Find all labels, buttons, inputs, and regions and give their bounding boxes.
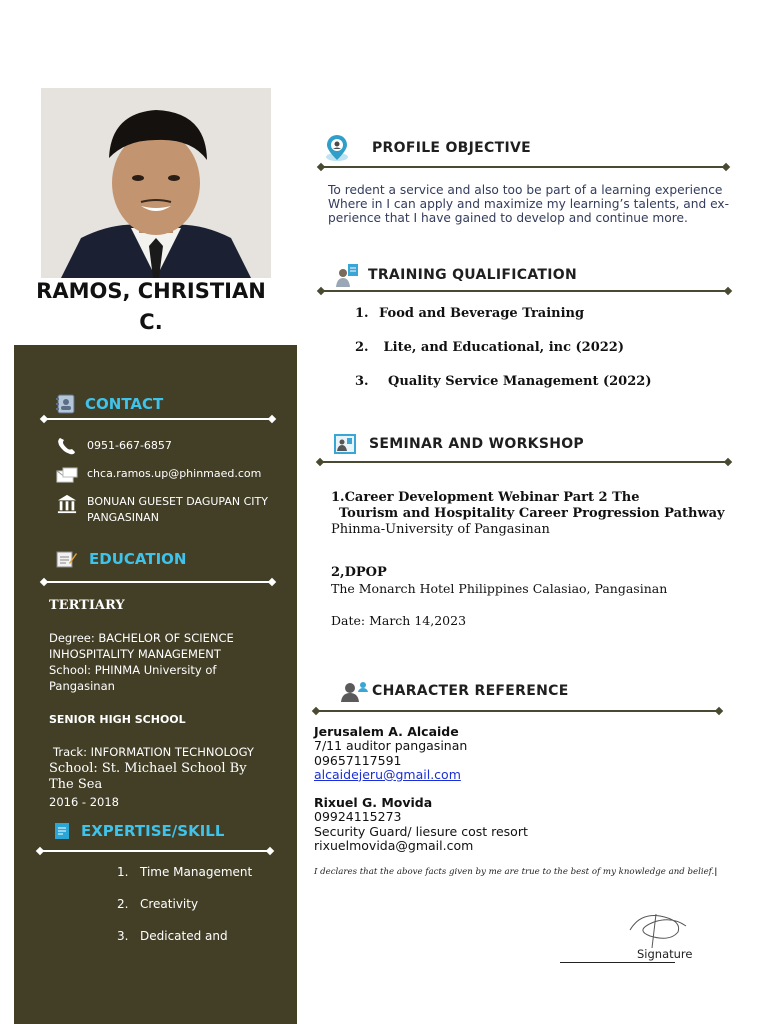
training-item: 2. Lite, and Educational, inc (2022) xyxy=(355,340,625,355)
contact-email: chca.ramos.up@phinmaed.com xyxy=(55,465,261,485)
signature-scribble xyxy=(620,908,690,952)
profile-photo xyxy=(41,88,271,278)
seminar-heading: SEMINAR AND WORKSHOP xyxy=(333,433,584,455)
training-item: 1. Food and Beverage Training xyxy=(355,306,585,321)
signature-label: Signature xyxy=(637,947,693,961)
declaration-text: I declares that the above facts given by me are true to the best of my knowledge and belief.| xyxy=(314,867,718,877)
objective-divider xyxy=(321,166,726,168)
seminar-divider xyxy=(320,461,728,463)
contact-heading: CONTACT xyxy=(55,394,163,414)
seminar-2: 2,DPOP The Monarch Hotel Philippines Calasiao, Pangasinan Date: March 14,2023 xyxy=(331,565,668,628)
tertiary-label: TERTIARY xyxy=(49,598,125,613)
presentation-icon xyxy=(333,433,357,455)
document-icon xyxy=(51,821,73,841)
skill-item: 1. Time Management xyxy=(117,865,253,879)
seminar-1: 1.Career Development Webinar Part 2 The Tourism and Hospitality Career Progression Pathway Phinma-University of Pangasinan xyxy=(331,490,725,537)
person-name: RAMOS, CHRISTIAN C. xyxy=(36,279,266,334)
signature-line xyxy=(560,962,675,963)
notebook-icon xyxy=(55,549,77,569)
contact-phone: 0951-667-6857 xyxy=(55,436,172,456)
shs-years: 2016 - 2018 xyxy=(49,795,119,809)
email-icon xyxy=(55,465,79,485)
training-divider xyxy=(321,290,728,292)
education-divider xyxy=(44,581,272,583)
contact-divider xyxy=(44,418,272,420)
reference-2: Rixuel G. Movida 09924115273 Security Guard/ liesure cost resort rixuelmovida@gmail.com xyxy=(314,795,528,853)
profile-pin-icon xyxy=(322,134,352,162)
skill-item: 2. Creativity xyxy=(117,897,199,911)
education-heading: EDUCATION xyxy=(55,549,186,569)
phone-icon xyxy=(55,436,79,456)
people-icon xyxy=(340,680,370,702)
shs-school: School: St. Michael School By The Sea xyxy=(49,761,247,792)
training-heading: TRAINING QUALIFICATION xyxy=(334,262,577,288)
reference-1: Jerusalem A. Alcaide 7/11 auditor pangasinan 09657117591 alcaidejeru@gmail.com xyxy=(314,724,468,782)
reference-heading: CHARACTER REFERENCE xyxy=(340,680,569,702)
skills-list xyxy=(117,865,252,961)
reference-divider xyxy=(316,710,719,712)
skills-divider xyxy=(40,850,270,852)
skills-heading: EXPERTISE/SKILL xyxy=(51,821,224,841)
building-icon xyxy=(55,494,79,514)
reference-1-email-link[interactable]: alcaidejeru@gmail.com xyxy=(314,766,461,782)
trainer-icon xyxy=(334,262,360,288)
shs-label: SENIOR HIGH SCHOOL xyxy=(49,713,186,726)
degree-info: Degree: BACHELOR OF SCIENCE INHOSPITALITY MANAGEMENT School: PHINMA University of Pangasinan xyxy=(49,631,234,693)
objective-text: To redent a service and also too be part of a learning experience Where in I can apply and maximize my learning’s talents, and ex- perience that I have gained to develop and continue more. xyxy=(328,183,729,225)
training-item: 3. Quality Service Management (2022) xyxy=(355,374,652,389)
skill-item: 3. Dedicated and xyxy=(117,929,228,943)
address-book-icon xyxy=(55,394,77,414)
training-list xyxy=(355,306,651,408)
contact-address: BONUAN GUESET DAGUPAN CITY PANGASINAN xyxy=(55,494,268,526)
objective-heading: PROFILE OBJECTIVE xyxy=(322,134,531,162)
shs-track: Track: INFORMATION TECHNOLOGY xyxy=(53,745,254,759)
